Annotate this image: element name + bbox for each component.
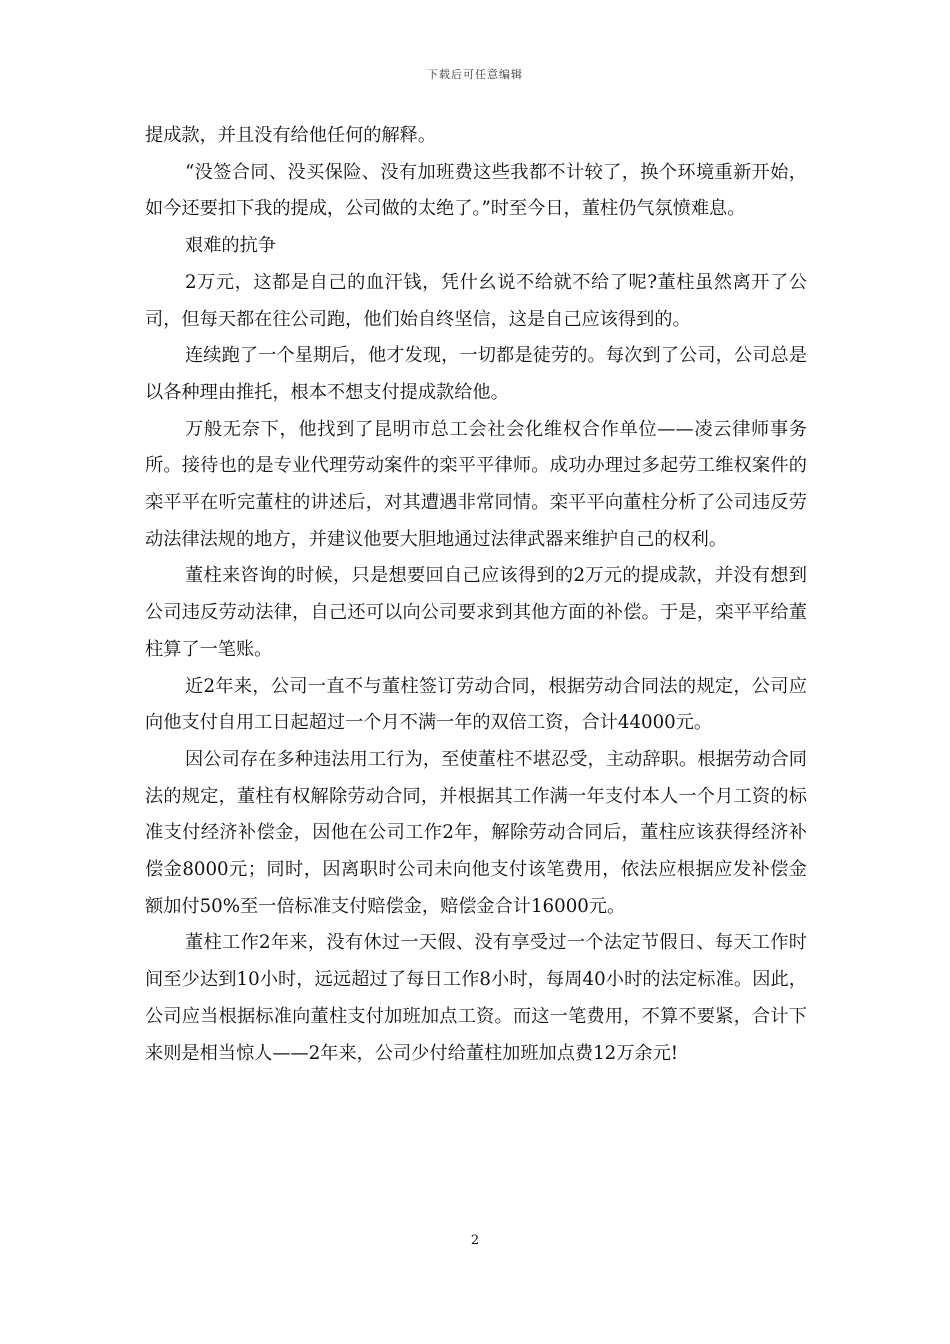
page-number: 2 <box>470 1233 480 1248</box>
paragraph-continuation: 提成款，并且没有给他任何的解释。 <box>145 125 437 146</box>
paragraph-quote: “没签合同、没买保险、没有加班费这些我都不计较了，换个环境重新开始，如今还要扣下我的提成，公司做的太绝了。”时至今日，董柱仍气氛愤难息。 <box>145 161 807 220</box>
paragraph: 董柱工作2年来，没有休过一天假、没有享受过一个法定节假日、每天工作时间至少达到10小时，远远超过了每日工作8小时，每周40小时的法定标准。因此，公司应当根据标准向董柱支付加班加点工资。而这一笔费用，不算不要紧，合计下来则是相当惊人——2年来，公司少付给董柱加班加点费12万余元! <box>145 932 807 1064</box>
paragraph: 董柱来咨询的时候，只是想要回自己应该得到的2万元的提成款，并没有想到公司违反劳动法律，自己还可以向公司要求到其他方面的补偿。于是，栾平平给董柱算了一笔账。 <box>145 565 807 660</box>
paragraph: 近2年来，公司一直不与董柱签订劳动合同，根据劳动合同法的规定，公司应向他支付自用工日起超过一个月不满一年的双倍工资，合计44000元。 <box>145 675 807 734</box>
body-text <box>145 118 807 1072</box>
page-header: 下载后可任意编辑 <box>427 68 523 81</box>
paragraph: 因公司存在多种违法用工行为，至使董柱不堪忍受，主动辞职。根据劳动合同法的规定，董柱有权解除劳动合同，并根据其工作满一年支付本人一个月工资的标准支付经济补偿金，因他在公司工作2年，解除劳动合同后，董柱应该获得经济补偿金8000元；同时，因离职时公司未向他支付该笔费用，依法应根据应发补偿金额加付50%至一倍标准支付赔偿金，赔偿金合计16000元。 <box>145 748 807 917</box>
section-heading: 艰难的抗争 <box>185 235 276 257</box>
paragraph: 连续跑了一个星期后，他才发现，一切都是徒劳的。每次到了公司，公司总是以各种理由推托，根本不想支付提成款给他。 <box>145 345 807 403</box>
paragraph: 2万元，这都是自己的血汗钱，凭什幺说不给就不给了呢?董柱虽然离开了公司，但每天都在往公司跑，他们始自终坚信，这是自己应该得到的。 <box>145 271 807 330</box>
paragraph: 万般无奈下，他找到了昆明市总工会社会化维权合作单位——凌云律师事务所。接待也的是专业代理劳动案件的栾平平律师。成功办理过多起劳工维权案件的栾平平在听完董柱的讲述后，对其遭遇非常同情。栾平平向董柱分析了公司违反劳动法律法规的地方，并建议他要大胆地通过法律武器来维护自己的权利。 <box>145 418 807 550</box>
